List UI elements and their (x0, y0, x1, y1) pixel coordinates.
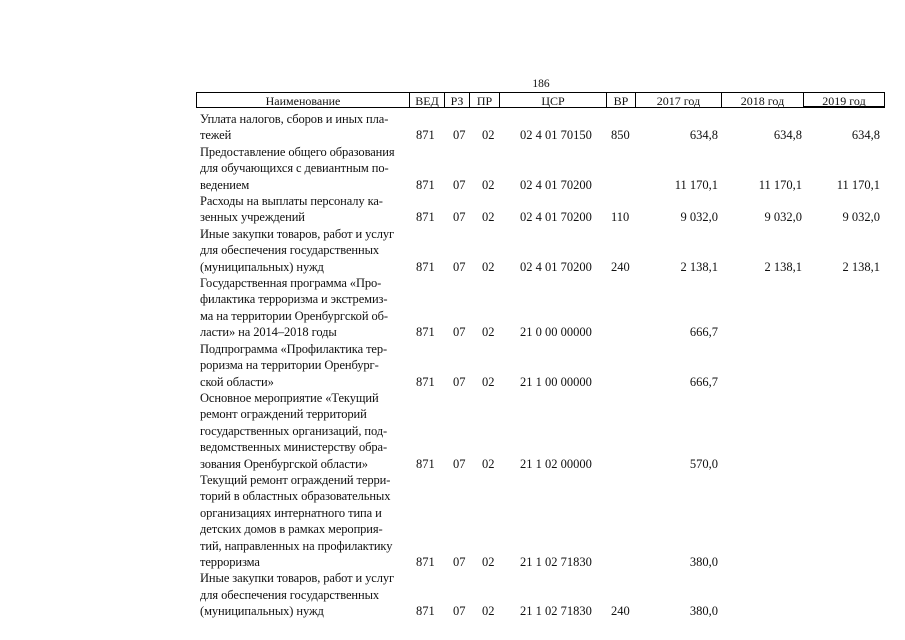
cell-pr: 02 (482, 554, 495, 569)
table-row (0, 472, 905, 570)
header-name: Наименование (265, 94, 341, 108)
cell-vr: 240 (611, 604, 630, 619)
row-name (200, 390, 405, 472)
row-name-line: для обеспечения государственных (200, 587, 380, 602)
cell-csr: 21 0 00 00000 (520, 325, 592, 340)
cell-2017: 9 032,0 (680, 210, 718, 225)
cell-ved: 871 (416, 456, 435, 471)
row-name (200, 111, 405, 144)
header-ved: ВЕД (409, 93, 444, 107)
cell-csr: 02 4 01 70200 (520, 177, 592, 192)
cell-csr: 02 4 01 70150 (520, 128, 592, 143)
cell-2017: 380,0 (689, 554, 718, 569)
cell-2019: 2 138,1 (842, 259, 880, 274)
table-body (0, 111, 905, 620)
row-name (200, 193, 405, 226)
cell-pr: 02 (482, 325, 495, 340)
cell-2019: 634,8 (851, 128, 880, 143)
header-2018: 2018 год (721, 93, 803, 107)
cell-csr: 21 1 02 00000 (520, 456, 592, 471)
cell-pr: 02 (482, 456, 495, 471)
cell-csr: 02 4 01 70200 (520, 259, 592, 274)
row-name-line: Уплата налогов, сборов и иных пла- (200, 112, 389, 126)
row-name-line: Текущий ремонт ограждений терри- (200, 472, 391, 487)
row-name-line: ведомственных министерству обра- (200, 440, 388, 455)
cell-rz: 07 (453, 456, 466, 471)
row-name (200, 226, 405, 275)
row-name (200, 341, 405, 390)
cell-rz: 07 (453, 604, 466, 619)
row-name (200, 570, 405, 619)
row-name (200, 472, 405, 570)
cell-ved: 871 (416, 177, 435, 192)
cell-ved: 871 (416, 128, 435, 143)
cell-ved: 871 (416, 259, 435, 274)
row-name-line: роризма на территории Оренбург- (200, 358, 379, 373)
cell-rz: 07 (453, 325, 466, 340)
cell-pr: 02 (482, 259, 495, 274)
table-row (0, 390, 905, 472)
row-name (200, 275, 405, 341)
page-number: 186 (532, 78, 550, 90)
row-name-line: для обеспечения государственных (200, 243, 380, 258)
cell-pr: 02 (482, 604, 495, 619)
row-name-line: Основное мероприятие «Текущий (200, 390, 379, 405)
cell-2017: 2 138,1 (680, 259, 718, 274)
cell-vr: 110 (611, 210, 630, 225)
cell-csr: 02 4 01 70200 (520, 210, 592, 225)
row-name-line: тий, направленных на профилактику (200, 538, 393, 553)
row-name-line: Иные закупки товаров, работ и услуг (200, 571, 395, 586)
row-name-line: торий в областных образовательных (200, 489, 391, 504)
row-name-line: ремонт ограждений территорий (200, 407, 367, 422)
row-name-line: тежей (200, 128, 232, 143)
cell-ved: 871 (416, 325, 435, 340)
row-name-line: Подпрограмма «Профилактика тер- (200, 341, 388, 356)
cell-rz: 07 (453, 128, 466, 143)
row-name-line: Иные закупки товаров, работ и услуг (200, 226, 395, 241)
cell-rz: 07 (453, 554, 466, 569)
cell-2018: 11 170,1 (758, 177, 802, 192)
row-name-line: (муниципальных) нужд (200, 259, 324, 274)
cell-pr: 02 (482, 177, 495, 192)
cell-pr: 02 (482, 374, 495, 389)
header-pr: ПР (469, 93, 499, 107)
cell-vr: 240 (611, 259, 630, 274)
row-name (200, 144, 405, 193)
row-name-line: зенных учреждений (200, 210, 305, 225)
row-name-line: государственных организаций, под- (200, 423, 388, 438)
cell-csr: 21 1 02 71830 (520, 604, 592, 619)
cell-pr: 02 (482, 210, 495, 225)
cell-ved: 871 (416, 604, 435, 619)
cell-2018: 9 032,0 (764, 210, 802, 225)
row-name-line: Предоставление общего образования (200, 144, 395, 159)
row-name-line: ласти» на 2014–2018 годы (200, 325, 337, 340)
cell-2017: 666,7 (689, 325, 718, 340)
row-name-line: филактика терроризма и экстремиз- (200, 292, 388, 307)
cell-2017: 666,7 (689, 374, 718, 389)
row-name-line: ведением (200, 177, 250, 192)
table-header (196, 92, 885, 108)
table-row (0, 341, 905, 390)
cell-ved: 871 (416, 210, 435, 225)
row-name-line: организациях интернатного типа и (200, 505, 382, 520)
table-row (0, 226, 905, 275)
cell-2018: 2 138,1 (764, 259, 802, 274)
cell-rz: 07 (453, 210, 466, 225)
cell-2017: 570,0 (689, 456, 718, 471)
row-name-line: для обучающихся с девиантным по- (200, 161, 389, 176)
cell-pr: 02 (482, 128, 495, 143)
row-name-line: терроризма (200, 554, 260, 569)
header-vr: ВР (606, 93, 635, 107)
row-name-line: ма на территории Оренбургской об- (200, 308, 388, 323)
row-name-line: ской области» (200, 374, 274, 389)
cell-rz: 07 (453, 259, 466, 274)
cell-2017: 634,8 (689, 128, 718, 143)
table-row (0, 570, 905, 619)
row-name-line: зования Оренбургской области» (200, 456, 368, 471)
header-rz: РЗ (444, 93, 469, 107)
cell-ved: 871 (416, 554, 435, 569)
cell-2019: 9 032,0 (842, 210, 880, 225)
table-row (0, 275, 905, 341)
row-name-line: детских домов в рамках мероприя- (200, 522, 383, 537)
row-name-line: (муниципальных) нужд (200, 604, 324, 619)
row-name-line: Государственная программа «Про- (200, 276, 382, 291)
header-csr: ЦСР (499, 93, 606, 107)
cell-csr: 21 1 02 71830 (520, 554, 592, 569)
cell-rz: 07 (453, 374, 466, 389)
header-2019: 2019 год (803, 93, 884, 107)
cell-ved: 871 (416, 374, 435, 389)
cell-rz: 07 (453, 177, 466, 192)
row-name-line: Расходы на выплаты персоналу ка- (200, 194, 383, 209)
cell-2017: 11 170,1 (674, 177, 718, 192)
cell-2017: 380,0 (689, 604, 718, 619)
table-row (0, 144, 905, 193)
table-row (0, 111, 905, 144)
cell-vr: 850 (611, 128, 630, 143)
cell-2018: 634,8 (773, 128, 802, 143)
cell-csr: 21 1 00 00000 (520, 374, 592, 389)
table-row (0, 193, 905, 226)
header-2017: 2017 год (635, 93, 721, 107)
cell-2019: 11 170,1 (836, 177, 880, 192)
